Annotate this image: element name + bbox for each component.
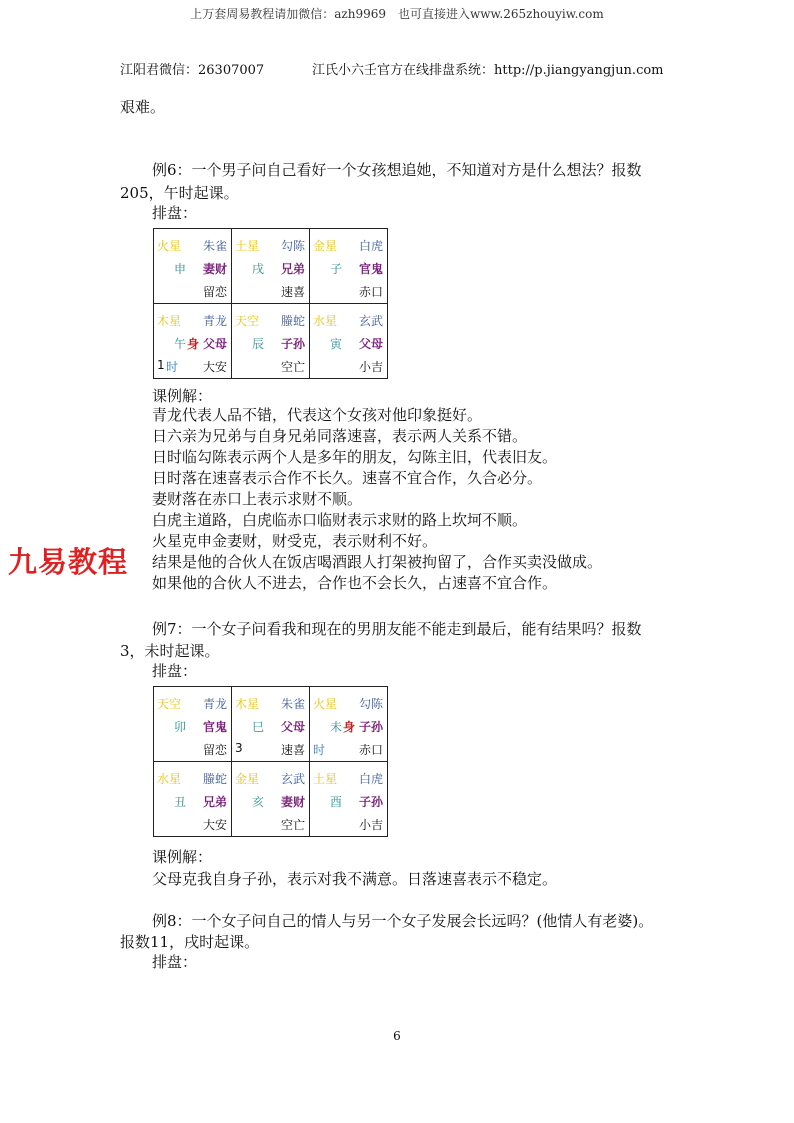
example7-question-line1: 例7：一个女子问看我和现在的男朋友能不能走到最后，能有结果吗？报数 xyxy=(152,620,642,638)
deity-label: 白虎 xyxy=(358,239,383,253)
star-label: 水星 xyxy=(157,772,182,786)
explanation-line: 火星克申金妻财，财受克，表示财利不好。 xyxy=(152,532,438,550)
explanation-line: 妻财落在赤口上表示求财不顺。 xyxy=(152,490,363,508)
branch-label: 辰 xyxy=(252,337,265,351)
six-relation-label: 子孙 xyxy=(358,720,383,734)
example6-layout-label: 排盘： xyxy=(152,204,198,222)
example7-explain-label: 课例解： xyxy=(152,848,213,866)
example6-chart xyxy=(153,228,388,379)
six-relation-label: 父母 xyxy=(358,337,383,351)
deity-label: 朱雀 xyxy=(280,697,305,711)
palace-label: 空亡 xyxy=(280,360,305,374)
example7-question-line2: 3，未时起课。 xyxy=(120,642,220,660)
branch-label: 卯 xyxy=(174,720,187,734)
chart-cell xyxy=(154,687,231,761)
explanation-line: 结果是他的合伙人在饭店喝酒跟人打架被拘留了，合作买卖没做成。 xyxy=(152,553,603,571)
top-banner: 上万套周易教程请加微信：azh9969 也可直接进入www.265zhouyiw.com xyxy=(190,7,604,21)
intro-line: 艰难。 xyxy=(120,98,166,116)
chart-cell xyxy=(310,304,387,378)
number-marker: 3 xyxy=(235,741,243,755)
example8-question-line1: 例8：一个女子问自己的情人与另一个女子发展会长远吗？(他情人有老婆)。 xyxy=(152,912,654,930)
star-label: 金星 xyxy=(313,239,338,253)
palace-label: 留恋 xyxy=(202,743,227,757)
deity-label: 青龙 xyxy=(202,314,227,328)
chart-cell xyxy=(232,762,309,836)
header-wechat: 江阳君微信：26307007 xyxy=(120,63,265,78)
palace-label: 大安 xyxy=(202,360,227,374)
deity-label: 勾陈 xyxy=(358,697,383,711)
watermark: 九易教程 xyxy=(8,545,129,579)
deity-label: 玄武 xyxy=(280,772,305,786)
example6-question-line2: 205，午时起课。 xyxy=(120,184,239,202)
six-relation-label: 子孙 xyxy=(358,795,383,809)
page-number: 6 xyxy=(393,1029,401,1043)
palace-label: 赤口 xyxy=(358,285,383,299)
deity-label: 青龙 xyxy=(202,697,227,711)
deity-label: 朱雀 xyxy=(202,239,227,253)
deity-label: 白虎 xyxy=(358,772,383,786)
chart-cell xyxy=(154,762,231,836)
star-label: 木星 xyxy=(157,314,182,328)
chart-cell xyxy=(232,229,309,303)
branch-label: 丑 xyxy=(174,795,187,809)
chart-cell xyxy=(310,687,387,761)
example8-layout-label: 排盘： xyxy=(152,953,198,971)
chart-cell xyxy=(232,304,309,378)
chart-cell xyxy=(232,687,309,761)
star-label: 天空 xyxy=(157,697,182,711)
six-relation-label: 兄弟 xyxy=(202,795,227,809)
branch-label: 戌 xyxy=(252,262,265,276)
chart-cell xyxy=(310,229,387,303)
time-marker: 时 xyxy=(166,360,179,374)
branch-label: 亥 xyxy=(252,795,265,809)
six-relation-label: 子孙 xyxy=(280,337,305,351)
example7-layout-label: 排盘： xyxy=(152,662,198,680)
example6-explain-label: 课例解： xyxy=(152,387,213,405)
deity-label: 勾陈 xyxy=(280,239,305,253)
palace-label: 大安 xyxy=(202,818,227,832)
star-label: 木星 xyxy=(235,697,260,711)
explanation-line: 日六亲为兄弟与自身兄弟同落速喜，表示两人关系不错。 xyxy=(152,427,528,445)
time-marker: 时 xyxy=(313,743,326,757)
example7-explanation: 父母克我自身子孙，表示对我不满意。日落速喜表示不稳定。 xyxy=(152,870,558,888)
deity-label: 螣蛇 xyxy=(280,314,305,328)
deity-label: 玄武 xyxy=(358,314,383,328)
explanation-line: 白虎主道路，白虎临赤口临财表示求财的路上坎坷不顺。 xyxy=(152,511,528,529)
star-label: 水星 xyxy=(313,314,338,328)
six-relation-label: 父母 xyxy=(280,720,305,734)
chart-cell xyxy=(310,762,387,836)
explanation-line: 日时落在速喜表示合作不长久。速喜不宜合作，久合必分。 xyxy=(152,469,543,487)
six-relation-label: 妻财 xyxy=(202,262,227,276)
explanation-line: 如果他的合伙人不进去，合作也不会长久，占速喜不宜合作。 xyxy=(152,574,558,592)
palace-label: 速喜 xyxy=(280,743,305,757)
six-relation-label: 妻财 xyxy=(280,795,305,809)
six-relation-label: 官鬼 xyxy=(202,720,227,734)
deity-label: 螣蛇 xyxy=(202,772,227,786)
star-label: 土星 xyxy=(235,239,260,253)
header-website: 江氏小六壬官方在线排盘系统：http://p.jiangyangjun.com xyxy=(312,63,664,78)
body-marker: 身 xyxy=(342,720,355,734)
star-label: 火星 xyxy=(157,239,182,253)
explanation-line: 青龙代表人品不错，代表这个女孩对他印象挺好。 xyxy=(152,406,483,424)
palace-label: 小吉 xyxy=(358,360,383,374)
example7-chart xyxy=(153,686,388,837)
star-label: 土星 xyxy=(313,772,338,786)
branch-label: 寅 xyxy=(330,337,343,351)
branch-label: 巳 xyxy=(252,720,265,734)
chart-cell xyxy=(154,229,231,303)
six-relation-label: 父母 xyxy=(202,337,227,351)
explanation-line: 日时临勾陈表示两个人是多年的朋友，勾陈主旧，代表旧友。 xyxy=(152,448,558,466)
branch-label: 酉 xyxy=(330,795,343,809)
branch-label: 午 xyxy=(174,337,187,351)
palace-label: 速喜 xyxy=(280,285,305,299)
palace-label: 赤口 xyxy=(358,743,383,757)
example8-question-line2: 报数11，戌时起课。 xyxy=(120,933,260,951)
palace-label: 留恋 xyxy=(202,285,227,299)
example6-explanations xyxy=(152,405,602,594)
branch-label: 未 xyxy=(330,720,343,734)
number-marker: 1 xyxy=(157,358,165,372)
branch-label: 子 xyxy=(330,262,343,276)
example6-question-line1: 例6：一个男子问自己看好一个女孩想追她，不知道对方是什么想法？报数 xyxy=(152,161,642,179)
palace-label: 空亡 xyxy=(280,818,305,832)
star-label: 火星 xyxy=(313,697,338,711)
body-marker: 身 xyxy=(186,337,199,351)
star-label: 金星 xyxy=(235,772,260,786)
six-relation-label: 官鬼 xyxy=(358,262,383,276)
six-relation-label: 兄弟 xyxy=(280,262,305,276)
palace-label: 小吉 xyxy=(358,818,383,832)
chart-cell xyxy=(154,304,231,378)
star-label: 天空 xyxy=(235,314,260,328)
branch-label: 申 xyxy=(174,262,187,276)
